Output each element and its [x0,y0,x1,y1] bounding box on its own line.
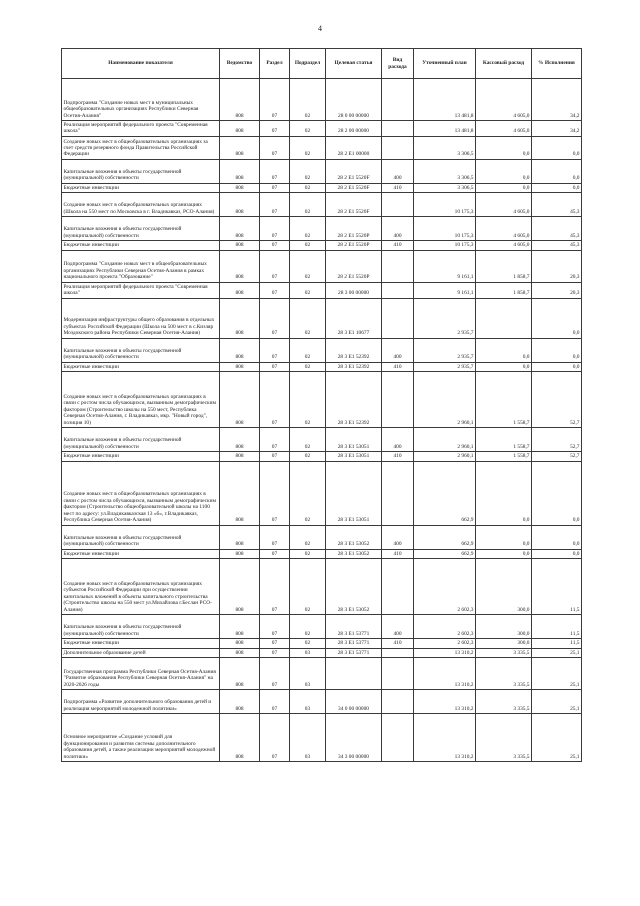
cell-cash-expense: 1 858,7 [476,250,532,282]
cell-indicator-name: Капитальные вложения в объекты государственной (муниципальной) собственности [62,428,220,452]
cell-subsection: 02 [290,159,326,183]
cell-section: 07 [260,338,290,362]
cell-expense-type: 400 [382,615,414,639]
cell-execution-percent: 45,3 [532,193,582,217]
cell-subsection: 02 [290,121,326,137]
cell-department: 808 [220,714,260,762]
cell-refined-plan: 2 602,3 [414,559,476,615]
table-row [62,461,582,525]
cell-refined-plan: 10 175,3 [414,241,476,250]
cell-expense-type: 410 [382,362,414,371]
table-row [62,217,582,241]
cell-refined-plan: 3 306,5 [414,159,476,183]
cell-indicator-name: Основное мероприятие «Создание условий для функционирования и развития системы дополнительного образования детей, а также реализации мероприятий молодежной политики» [62,714,220,762]
cell-indicator-name: Создание новых мест в общеобразовательных организациях за счет средств резервного фонда Правительства Российской Федерации [62,136,220,159]
cell-subsection: 03 [290,714,326,762]
cell-expense-type: 410 [382,241,414,250]
cell-refined-plan: 13 481,8 [414,79,476,121]
cell-expense-type [382,461,414,525]
cell-indicator-name: Бюджетные инвестиции [62,183,220,192]
cell-refined-plan: 3 306,5 [414,183,476,192]
cell-indicator-name: Дополнительное образование детей [62,648,220,657]
header-subsection: Подраздел [290,49,326,79]
cell-indicator-name: Бюджетные инвестиции [62,452,220,461]
cell-department: 808 [220,559,260,615]
cell-department: 808 [220,250,260,282]
cell-cash-expense [476,298,532,338]
cell-execution-percent: 0,0 [532,298,582,338]
cell-section: 07 [260,639,290,648]
table-row [62,298,582,338]
cell-cash-expense: 1 858,7 [476,282,532,298]
cell-subsection: 02 [290,241,326,250]
table-row [62,282,582,298]
cell-department: 808 [220,549,260,558]
header-refined-plan: Уточненный план [414,49,476,79]
cell-indicator-name: Подпрограмма "Создание новых мест в муниципальных общеобразовательных организациях Республики Северная Осетия-Алания" [62,79,220,121]
cell-cash-expense: 1 558,7 [476,452,532,461]
cell-indicator-name: Бюджетные инвестиции [62,362,220,371]
cell-target-item: 28 3 Е1 53052 [326,559,382,615]
cell-target-item: 28 2 Е1 5520F [326,193,382,217]
table-row [62,159,582,183]
cell-expense-type: 400 [382,428,414,452]
cell-cash-expense: 0,0 [476,362,532,371]
cell-indicator-name: Государственная программа Республики Северная Осетия-Алания "Развитие образования Республики Северная Осетия-Алания" на 2020-2026 годы [62,658,220,690]
cell-cash-expense: 0,0 [476,136,532,159]
cell-subsection: 02 [290,298,326,338]
cell-subsection: 02 [290,428,326,452]
cell-section: 07 [260,121,290,137]
cell-cash-expense: 300,0 [476,559,532,615]
cell-target-item: 28 3 Е1 53052 [326,525,382,549]
cell-execution-percent: 0,0 [532,338,582,362]
cell-section: 07 [260,159,290,183]
cell-cash-expense: 0,0 [476,525,532,549]
header-cash-expense: Кассовый расход [476,49,532,79]
cell-target-item: 34 0 00 00000 [326,690,382,714]
cell-expense-type [382,559,414,615]
cell-subsection: 02 [290,193,326,217]
cell-target-item: 28 2 Е1 00000 [326,136,382,159]
cell-refined-plan: 13 310,2 [414,714,476,762]
cell-section: 07 [260,282,290,298]
cell-refined-plan: 10 175,3 [414,193,476,217]
cell-section: 07 [260,298,290,338]
cell-expense-type [382,658,414,690]
cell-refined-plan: 10 175,3 [414,217,476,241]
cell-section: 07 [260,452,290,461]
cell-indicator-name: Реализация мероприятий федерального проекта "Современная школа" [62,282,220,298]
cell-indicator-name: Капитальные вложения в объекты государственной (муниципальной) собственности [62,338,220,362]
cell-execution-percent: 11,5 [532,615,582,639]
header-section: Раздел [260,49,290,79]
header-expense-type: Вид расхода [382,49,414,79]
cell-section: 07 [260,615,290,639]
cell-cash-expense: 300,0 [476,639,532,648]
header-execution-percent: % Исполнения [532,49,582,79]
cell-subsection: 02 [290,639,326,648]
cell-expense-type: 400 [382,217,414,241]
header-target-item: Целевая статья [326,49,382,79]
table-row [62,549,582,558]
cell-execution-percent: 25,1 [532,690,582,714]
cell-subsection: 02 [290,362,326,371]
cell-department: 808 [220,372,260,428]
cell-execution-percent: 25,1 [532,648,582,657]
cell-execution-percent: 11,5 [532,639,582,648]
cell-expense-type [382,121,414,137]
table-row [62,136,582,159]
cell-execution-percent: 25,1 [532,658,582,690]
cell-execution-percent: 20,3 [532,282,582,298]
cell-target-item: 28 0 00 00000 [326,79,382,121]
cell-cash-expense: 4 605,0 [476,217,532,241]
cell-expense-type [382,372,414,428]
cell-department: 808 [220,241,260,250]
cell-target-item: 28 2 Е1 5520F [326,159,382,183]
cell-target-item: 28 3 00 00000 [326,282,382,298]
cell-expense-type: 410 [382,452,414,461]
cell-refined-plan: 9 161,1 [414,282,476,298]
cell-expense-type [382,690,414,714]
cell-cash-expense: 0,0 [476,338,532,362]
table-row [62,615,582,639]
cell-section: 07 [260,549,290,558]
cell-department: 808 [220,298,260,338]
cell-department: 808 [220,193,260,217]
cell-execution-percent: 0,0 [532,525,582,549]
cell-section: 07 [260,714,290,762]
cell-section: 07 [260,250,290,282]
cell-target-item: 28 2 00 00000 [326,121,382,137]
cell-subsection: 02 [290,452,326,461]
cell-department: 808 [220,217,260,241]
table-row [62,559,582,615]
cell-expense-type: 410 [382,183,414,192]
table-row [62,250,582,282]
cell-refined-plan: 3 306,5 [414,136,476,159]
cell-refined-plan: 9 161,1 [414,250,476,282]
cell-cash-expense: 4 605,0 [476,193,532,217]
cell-subsection: 02 [290,525,326,549]
table-row [62,658,582,690]
cell-department: 808 [220,338,260,362]
cell-refined-plan: 2 935,7 [414,298,476,338]
cell-section: 07 [260,193,290,217]
table-row [62,428,582,452]
cell-section: 07 [260,648,290,657]
cell-indicator-name: Подпрограмма «Развитие дополнительного образования детей и реализация мероприятий молодежной политики» [62,690,220,714]
cell-execution-percent: 45,3 [532,241,582,250]
cell-refined-plan: 2 602,3 [414,639,476,648]
cell-indicator-name: Создание новых мест в общеобразовательных организациях в связи с ростом числа обучающихся, вызванным демографическим фактором (Строительство школы на 550 мест, Республика Северная Осетия-Алания, г. Владикавказ, мкр. "Новый город", позиция 10) [62,372,220,428]
cell-expense-type [382,193,414,217]
cell-department: 808 [220,79,260,121]
cell-department: 808 [220,648,260,657]
cell-subsection: 03 [290,658,326,690]
cell-target-item [326,658,382,690]
cell-execution-percent: 11,5 [532,559,582,615]
cell-subsection: 02 [290,461,326,525]
cell-refined-plan: 13 310,2 [414,648,476,657]
cell-expense-type: 410 [382,639,414,648]
cell-target-item: 28 3 Е1 10677 [326,298,382,338]
cell-refined-plan: 2 960,1 [414,428,476,452]
cell-target-item: 28 3 Е1 52392 [326,372,382,428]
cell-section: 07 [260,372,290,428]
cell-department: 808 [220,690,260,714]
cell-department: 808 [220,183,260,192]
cell-indicator-name: Подпрограмма "Создание новых мест в общеобразовательных организациях Республики Северная Осетия-Алания в рамках национального проекта "Образование" [62,250,220,282]
cell-expense-type: 410 [382,549,414,558]
cell-indicator-name: Капитальные вложения в объекты государственной (муниципальной) собственности [62,525,220,549]
cell-department: 808 [220,121,260,137]
cell-refined-plan: 13 481,8 [414,121,476,137]
cell-section: 07 [260,428,290,452]
cell-subsection: 02 [290,136,326,159]
cell-cash-expense: 0,0 [476,549,532,558]
cell-expense-type: 400 [382,338,414,362]
cell-execution-percent: 0,0 [532,362,582,371]
cell-execution-percent: 0,0 [532,136,582,159]
cell-refined-plan: 2 935,7 [414,338,476,362]
cell-cash-expense: 0,0 [476,159,532,183]
cell-subsection: 02 [290,79,326,121]
cell-subsection: 02 [290,338,326,362]
cell-target-item: 28 3 Е1 53052 [326,549,382,558]
table-row [62,183,582,192]
cell-section: 07 [260,559,290,615]
cell-subsection: 02 [290,549,326,558]
cell-target-item: 28 3 Е1 53771 [326,648,382,657]
table-row [62,690,582,714]
cell-cash-expense: 3 335,5 [476,658,532,690]
cell-execution-percent: 52,7 [532,428,582,452]
table-row [62,452,582,461]
cell-target-item: 28 3 Е1 52392 [326,362,382,371]
cell-section: 07 [260,461,290,525]
cell-expense-type [382,298,414,338]
cell-indicator-name: Капитальные вложения в объекты государственной (муниципальной) собственности [62,217,220,241]
table-row [62,338,582,362]
cell-expense-type: 400 [382,525,414,549]
cell-expense-type: 400 [382,159,414,183]
table-row [62,714,582,762]
cell-cash-expense: 4 605,0 [476,79,532,121]
table-row [62,79,582,121]
cell-section: 07 [260,690,290,714]
cell-expense-type [382,136,414,159]
cell-execution-percent: 0,0 [532,159,582,183]
table-row [62,193,582,217]
cell-section: 07 [260,217,290,241]
cell-indicator-name: Бюджетные инвестиции [62,639,220,648]
cell-expense-type [382,282,414,298]
cell-target-item: 28 3 Е1 53051 [326,452,382,461]
cell-section: 07 [260,241,290,250]
table-row [62,372,582,428]
cell-department: 808 [220,159,260,183]
table-header-row [62,49,582,79]
cell-cash-expense: 3 335,5 [476,648,532,657]
cell-indicator-name: Капитальные вложения в объекты государственной (муниципальной) собственности [62,159,220,183]
cell-section: 07 [260,658,290,690]
cell-execution-percent: 0,0 [532,461,582,525]
table-row [62,241,582,250]
cell-subsection: 02 [290,282,326,298]
cell-subsection: 02 [290,250,326,282]
header-department: Ведомство [220,49,260,79]
page-number: 4 [318,24,322,33]
cell-indicator-name: Бюджетные инвестиции [62,549,220,558]
cell-expense-type [382,648,414,657]
cell-subsection: 03 [290,648,326,657]
budget-execution-table [61,48,582,762]
table-row [62,648,582,657]
cell-section: 07 [260,79,290,121]
cell-target-item: 28 3 Е1 53771 [326,615,382,639]
cell-execution-percent: 34,2 [532,121,582,137]
cell-target-item: 28 3 Е1 52392 [326,338,382,362]
cell-indicator-name: Создание новых мест в общеобразовательных организациях (Школа на 550 мест по Московска в г. Владикавказ, РСО-Алания) [62,193,220,217]
table-body [62,79,582,762]
cell-expense-type [382,250,414,282]
cell-subsection: 02 [290,217,326,241]
cell-cash-expense: 1 558,7 [476,428,532,452]
cell-execution-percent: 52,7 [532,452,582,461]
cell-refined-plan: 2 960,1 [414,372,476,428]
cell-department: 808 [220,282,260,298]
cell-target-item: 28 2 Е1 5520F [326,183,382,192]
cell-department: 808 [220,525,260,549]
cell-target-item: 34 3 00 00000 [326,714,382,762]
cell-refined-plan: 2 602,3 [414,615,476,639]
cell-refined-plan: 13 310,2 [414,690,476,714]
cell-cash-expense: 3 335,5 [476,714,532,762]
cell-expense-type [382,714,414,762]
cell-cash-expense: 1 558,7 [476,372,532,428]
cell-execution-percent: 52,7 [532,372,582,428]
cell-expense-type [382,79,414,121]
cell-indicator-name: Бюджетные инвестиции [62,241,220,250]
table-row [62,525,582,549]
cell-section: 07 [260,136,290,159]
cell-section: 07 [260,183,290,192]
cell-cash-expense: 0,0 [476,183,532,192]
cell-indicator-name: Создание новых мест в общеобразовательных организациях субъектов Российской Федерации при осуществлении капитальных вложений в объекты капитального строительства (Строительство школы на 550 мест ул.Михайлова г.Беслан РСО-Алания) [62,559,220,615]
cell-execution-percent: 20,3 [532,250,582,282]
cell-department: 808 [220,452,260,461]
cell-subsection: 03 [290,690,326,714]
cell-refined-plan: 13 310,2 [414,658,476,690]
cell-department: 808 [220,428,260,452]
cell-subsection: 02 [290,372,326,428]
cell-subsection: 02 [290,615,326,639]
table-row [62,639,582,648]
cell-target-item: 28 2 Е1 5520Р [326,250,382,282]
cell-department: 808 [220,461,260,525]
cell-section: 07 [260,525,290,549]
cell-department: 808 [220,362,260,371]
cell-indicator-name: Создание новых мест в общеобразовательных организациях в связи с ростом числа обучающихся, вызванным демографическим фактором (Строительство общеобразовательной школы на 1100 мест по адресу: ул.Владикавказская 13 «б», г.Владикавказ, Республика Северная Осетия-Алания) [62,461,220,525]
cell-target-item: 28 3 Е1 53771 [326,639,382,648]
cell-subsection: 02 [290,183,326,192]
cell-target-item: 28 2 Е1 5520Р [326,217,382,241]
cell-indicator-name: Модернизация инфраструктуры общего образования в отдельных субъектах Российской Федерации (Школа на 500 мест в с.Кизляр Моздокского района Республики Северная Осетия-Алания) [62,298,220,338]
cell-cash-expense: 0,0 [476,461,532,525]
cell-section: 07 [260,362,290,371]
cell-subsection: 02 [290,559,326,615]
cell-cash-expense: 4 605,0 [476,121,532,137]
table-row [62,121,582,137]
cell-execution-percent: 0,0 [532,549,582,558]
cell-target-item: 28 3 Е1 53051 [326,428,382,452]
cell-department: 808 [220,615,260,639]
table-row [62,362,582,371]
cell-indicator-name: Реализация мероприятий федерального проекта "Современная школа" [62,121,220,137]
cell-execution-percent: 0,0 [532,183,582,192]
cell-department: 808 [220,136,260,159]
cell-execution-percent: 34,2 [532,79,582,121]
cell-refined-plan: 662,9 [414,549,476,558]
cell-execution-percent: 25,1 [532,714,582,762]
cell-refined-plan: 2 960,1 [414,452,476,461]
cell-target-item: 28 3 Е1 53051 [326,461,382,525]
cell-cash-expense: 4 605,0 [476,241,532,250]
cell-department: 808 [220,658,260,690]
cell-target-item: 28 2 Е1 5520Р [326,241,382,250]
cell-cash-expense: 300,0 [476,615,532,639]
cell-cash-expense: 3 335,5 [476,690,532,714]
header-indicator-name: Наименование показателя [62,49,220,79]
cell-execution-percent: 45,3 [532,217,582,241]
cell-department: 808 [220,639,260,648]
cell-refined-plan: 662,9 [414,461,476,525]
cell-refined-plan: 662,9 [414,525,476,549]
cell-refined-plan: 2 935,7 [414,362,476,371]
cell-indicator-name: Капитальные вложения в объекты государственной (муниципальной) собственности [62,615,220,639]
